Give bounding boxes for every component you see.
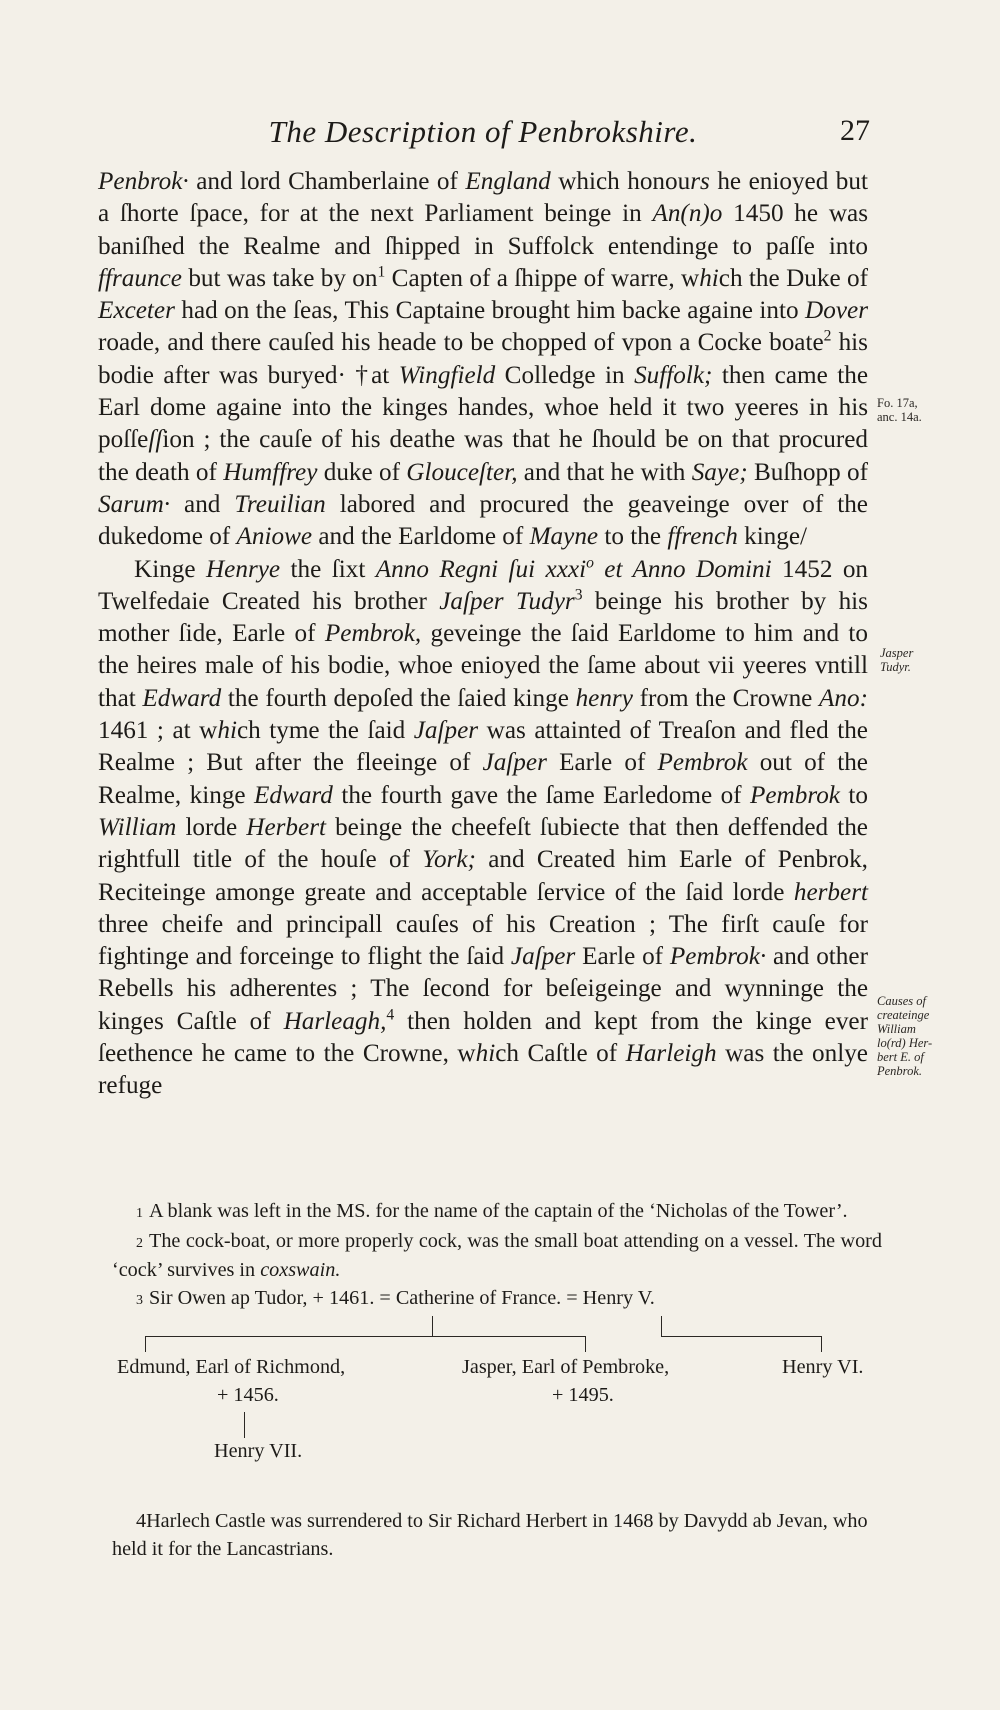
genealogy-edmund-death: + 1456. — [217, 1384, 279, 1406]
footnote-3: 3 Sir Owen ap Tudor, + 1461. = Catherine of France. = Henry V. — [136, 1286, 655, 1309]
main-text — [98, 166, 868, 1103]
running-title: The Description of Penbrokshire. — [268, 114, 698, 149]
footnote-1: 1 A blank was left in the MS. for the name of the captain of the ‘Nicholas of the Tower’. — [136, 1200, 848, 1222]
genealogy-henry6: Henry VI. — [782, 1356, 864, 1378]
paragraph-2: Kinge Henrye the ſixt Anno Regni ſui xxxi$^o$ et Anno Domini 1452 on Twelfedaie Created his brother Jaſper Tudyr$^3$ beinge his brother by his mother ſide, Earle of Pembrok, geveinge the ſaid Earldome to him and to the heires male of his bodie, whoe enioyed the ſame about vii yeeres vntill that Edward the fourth depoſed the ſaied kinge henry from the Crowne Ano: 1461 ; at which tyme the ſaid Jaſper was attainted of Treaſon and fled the Realme ; But after the fleeinge of Jaſper Earle of Pembrok out of the Realme, kinge Edward the fourth gave the ſame Earledome of Pembrok to William lorde Herbert beinge the cheefeſt ſubiecte that then deffended the rightfull title of the houſe of York; and Created him Earle of Penbrok, Reciteinge amonge greate and acceptable ſervice of the ſaid lorde herbert three cheife and principall cauſes of his Creation ; The firſt cauſe for fightinge and forceinge to flight the ſaid Jaſper Earle of Pembrok· and other Rebells his adherentes ; The ſecond for beſeigeinge and wynninge the kinges Caſtle of Harleagh,$^4$ then holden and kept from the kinge ever ſeethence he came to the Crowne, which Caſtle of Harleigh was the onlye refuge — [98, 554, 869, 1100]
page-header — [98, 114, 868, 154]
footnote-2: 2 The cock-boat, or more properly cock, was the small boat attending on a vessel. The word ‘cock’ survives in coxswain. — [112, 1229, 882, 1281]
genealogy-jasper-death: + 1495. — [552, 1384, 614, 1406]
genealogy-henry7: Henry VII. — [214, 1440, 303, 1462]
footnote-4: 4Harlech Castle was surrendered to Sir Richard Herbert in 1468 by Davydd ab Jevan, who held it for the Lancastrians. — [112, 1510, 868, 1560]
genealogy-tree — [112, 1316, 882, 1506]
genealogy-jasper: Jasper, Earl of Pembroke, — [462, 1356, 670, 1378]
margin-note-causes: Causes of createinge William lo(rd) Her- bert E. of Penbrok. — [877, 994, 933, 1078]
page-number: 27 — [840, 114, 870, 147]
genealogy-edmund: Edmund, Earl of Richmond, — [117, 1356, 346, 1378]
paragraph-1: Penbrok· and lord Chamberlaine of England which honours he enioyed but a ſhorte ſpace, for at the next Parliament beinge in An(n)o 1450 he was baniſhed the Realme and ſhipped in Suffolck entendinge to paſſe into ffraunce but was take by $on^1$ Capten of a ſhippe of warre, which the Duke of Exceter had on the ſeas, This Captaine brought him backe againe into Dover roade, and there cauſed his heade to be chopped of vpon a Cocke boate$^2$ his bodie after was buryed· †at Wingfield Colledge in Suffolk; then came the Earl dome againe into the kinges handes, whoe held it two yeeres in his poſſeſſion ; the cauſe of his deathe was that he ſhould be on that procured the death of Humffrey duke of Glouceſter, and that he with Saye; Buſhopp of Sarum· and Treuilian labored and procured the geaveinge over of the dukedome of Aniowe and the Earldome of Mayne to the ffrench kinge/ — [98, 168, 868, 551]
margin-note-folio: Fo. 17a, anc. 14a. — [877, 396, 922, 424]
footnotes — [112, 1198, 882, 1563]
margin-note-jasper: Jasper Tudyr. — [880, 646, 914, 674]
